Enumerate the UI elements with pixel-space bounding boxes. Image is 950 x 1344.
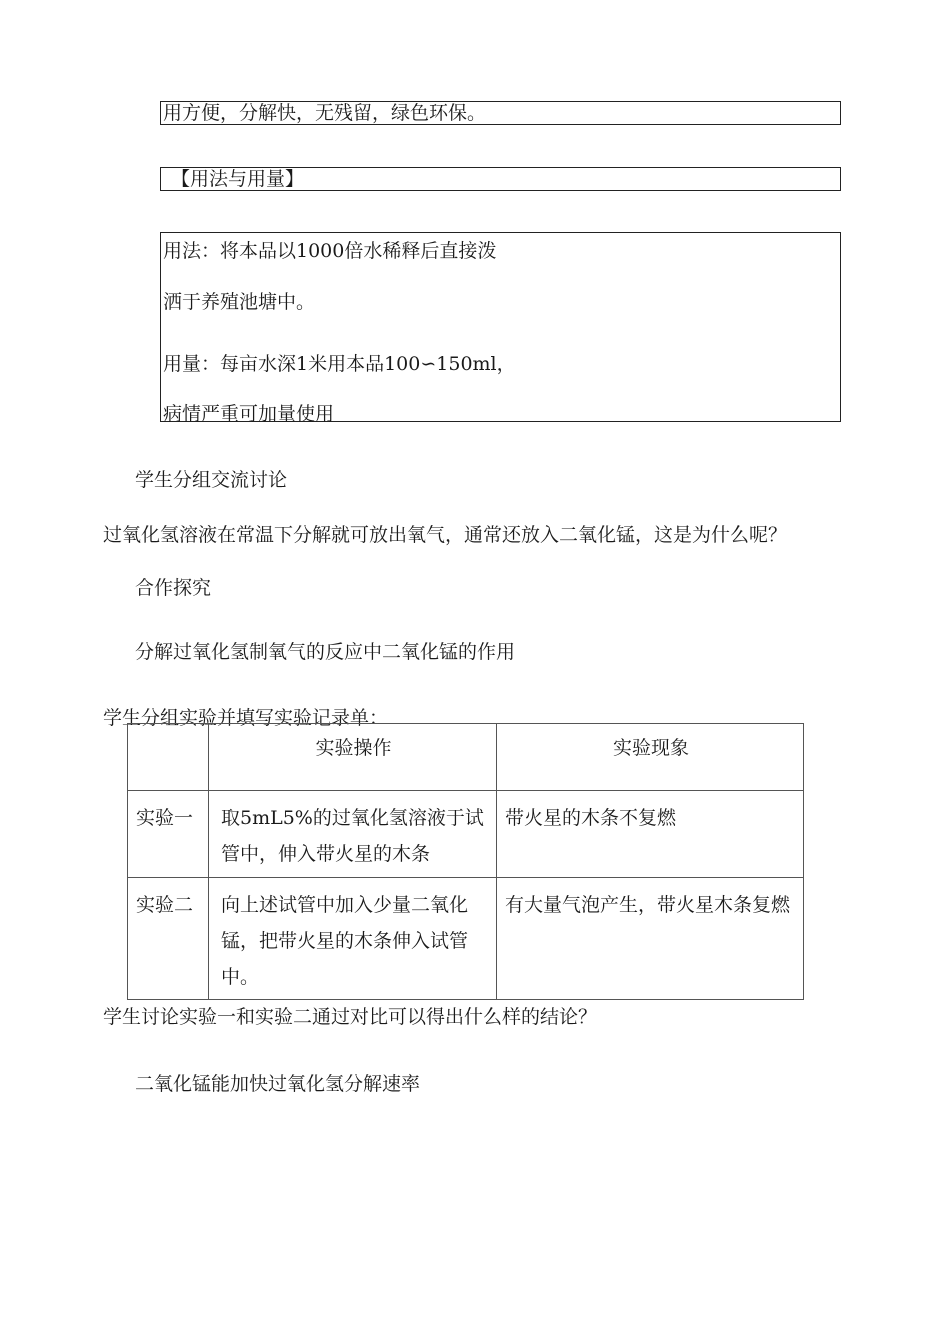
usage-details-box xyxy=(160,232,841,425)
operation-cell: 向上述试管中加入少量二氧化锰，把带火星的木条伸入试管中。 xyxy=(209,878,497,1000)
operation-cell: 取5mL5%的过氧化氢溶液于试管中，伸入带火星的木条 xyxy=(209,791,497,878)
row-label-cell: 实验一 xyxy=(128,791,209,878)
paragraph-topic: 分解过氧化氢制氧气的反应中二氧化锰的作用 xyxy=(135,641,516,663)
product-feature-text: 用方便，分解快，无残留，绿色环保。 xyxy=(163,102,487,124)
phenomenon-cell: 带火星的木条不复燃 xyxy=(497,791,804,878)
phenomenon-cell: 有大量气泡产生，带火星木条复燃 xyxy=(497,878,804,1000)
dosage-line: 病情严重可加量使用 xyxy=(163,403,335,425)
usage-heading-box xyxy=(160,167,841,191)
table-header-cell: 实验现象 xyxy=(497,724,804,791)
paragraph-question: 过氧化氢溶液在常温下分解就可放出氧气，通常还放入二氧化锰，这是为什么呢？ xyxy=(103,524,788,546)
usage-line: 洒于养殖池塘中。 xyxy=(163,291,316,313)
paragraph-group-discussion: 学生分组交流讨论 xyxy=(135,469,288,491)
row-label-cell: 实验二 xyxy=(128,878,209,1000)
table-row xyxy=(128,878,804,1000)
table-header-cell xyxy=(128,724,209,791)
paragraph-discussion-question: 学生讨论实验一和实验二通过对比可以得出什么样的结论？ xyxy=(103,1006,598,1028)
paragraph-conclusion: 二氧化锰能加快过氧化氢分解速率 xyxy=(135,1073,421,1095)
dosage-line: 用量：每亩水深1米用本品100∽150ml， xyxy=(163,353,516,375)
product-feature-box xyxy=(160,101,841,125)
usage-line: 用法：将本品以1000倍水稀释后直接泼 xyxy=(163,240,497,262)
table-header-row xyxy=(128,724,804,791)
experiment-record-table xyxy=(127,723,804,1000)
usage-heading-text: 【用法与用量】 xyxy=(171,168,305,190)
table-header-cell: 实验操作 xyxy=(209,724,497,791)
paragraph-record-intro: 学生分组实验并填写实验记录单： xyxy=(103,707,389,729)
paragraph-cooperative-inquiry: 合作探究 xyxy=(135,577,212,599)
table-row xyxy=(128,791,804,878)
